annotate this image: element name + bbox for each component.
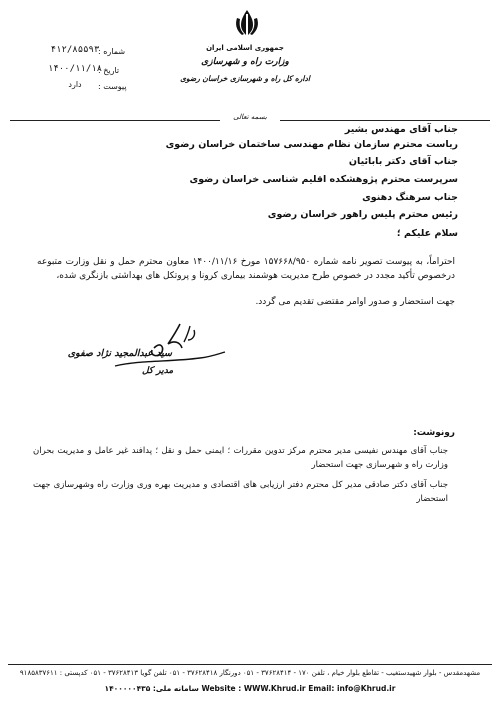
body-closing: جهت استحضار و صدور اوامر مقتضی تقدیم می گردد.: [255, 297, 455, 307]
org-line-3: اداره کل راه و شهرسازی خراسان رضوی: [180, 74, 310, 83]
iran-emblem-icon: [232, 8, 262, 40]
org-line-2: وزارت راه و شهرسازی: [201, 57, 289, 67]
cc-line-2: جناب آقای دکتر صادقی مدیر کل محترم دفتر ارزیابی های اقتصادی و مدیریت بهره وری وزارت راه وشهرسازی جهت استحضار: [33, 480, 448, 504]
letter-date: ۱۴۰۰/۱۱/۱۸: [47, 64, 103, 74]
invocation: بسمه تعالی: [220, 113, 280, 121]
signatory-title: مدیر کل: [142, 366, 174, 376]
cc-line-1: جناب آقای مهندس نفیسی مدیر محترم مرکز تدوین مقررات ؛ ایمنی حمل و نقل ؛ پدافند غیر عامل و مدیریت بحران وزارت راه و شهرسازی جهت استحضار: [33, 446, 448, 470]
org-line-1: جمهوری اسلامی ایران: [206, 44, 284, 52]
attachment-value: دارد: [68, 80, 82, 89]
footer-address: مشهدمقدس - بلوار شهیدستغیب - تقاطع بلوار خیام ، تلفن ۱۷۰ - ۳۷۶۲۸۴۱۴ - ۰۵۱ دورنگار ۳۷۶۲۸۴۱۸ - ۰۵۱ تلفن گویا ۳۷۶۲۸۴۱۳ - ۰۵۱ کدپستی : ۹۱۸۵۸۳۷۶۱۱: [19, 669, 481, 677]
cc-title: رونوشت:: [413, 428, 455, 438]
attachment-label: پیوست :: [98, 82, 127, 91]
addressee-1: جناب آقای مهندس بشیر: [344, 124, 458, 135]
number-label: شماره :: [98, 47, 126, 56]
signatory-name: سید عبدالمجید نژاد صفوی: [67, 348, 172, 359]
addressee-5: جناب سرهنگ دهنوی: [362, 192, 458, 203]
date-label: تاریخ :: [98, 66, 120, 75]
body-paragraph: احتراماً، به پیوست تصویر نامه شماره ۱۵۷۶۶۸/۹۵۰ مورخ ۱۴۰۰/۱۱/۱۶ معاون محترم حمل و نقل وزارت متبوعه درخصوص تأکید مجدد در خصوص طرح مدیریت هوشمند بیماری کرونا و پروتکل های بهداشتی بازنگری شده،: [37, 257, 456, 281]
salutation: سلام علیکم ؛: [396, 228, 458, 239]
addressee-2: ریاست محترم سازمان نظام مهندسی ساختمان خراسان رضوی: [165, 139, 458, 150]
addressee-4: سرپرست محترم پژوهشکده اقلیم شناسی خراسان رضوی: [189, 174, 458, 185]
footer-divider: [8, 664, 492, 665]
footer-contacts: Website : WWW.Khrud.ir Email: info@Khrud.ir سامانه ملی: ۱۴۰۰۰۰۰۴۳۵: [104, 684, 396, 693]
addressee-3: جناب آقای دکتر بابائیان: [348, 156, 458, 167]
addressee-6: رئیس محترم پلیس راهور خراسان رضوی: [267, 209, 458, 220]
letter-number: ۴۱۲/۸۵۵۹۳: [50, 45, 100, 55]
